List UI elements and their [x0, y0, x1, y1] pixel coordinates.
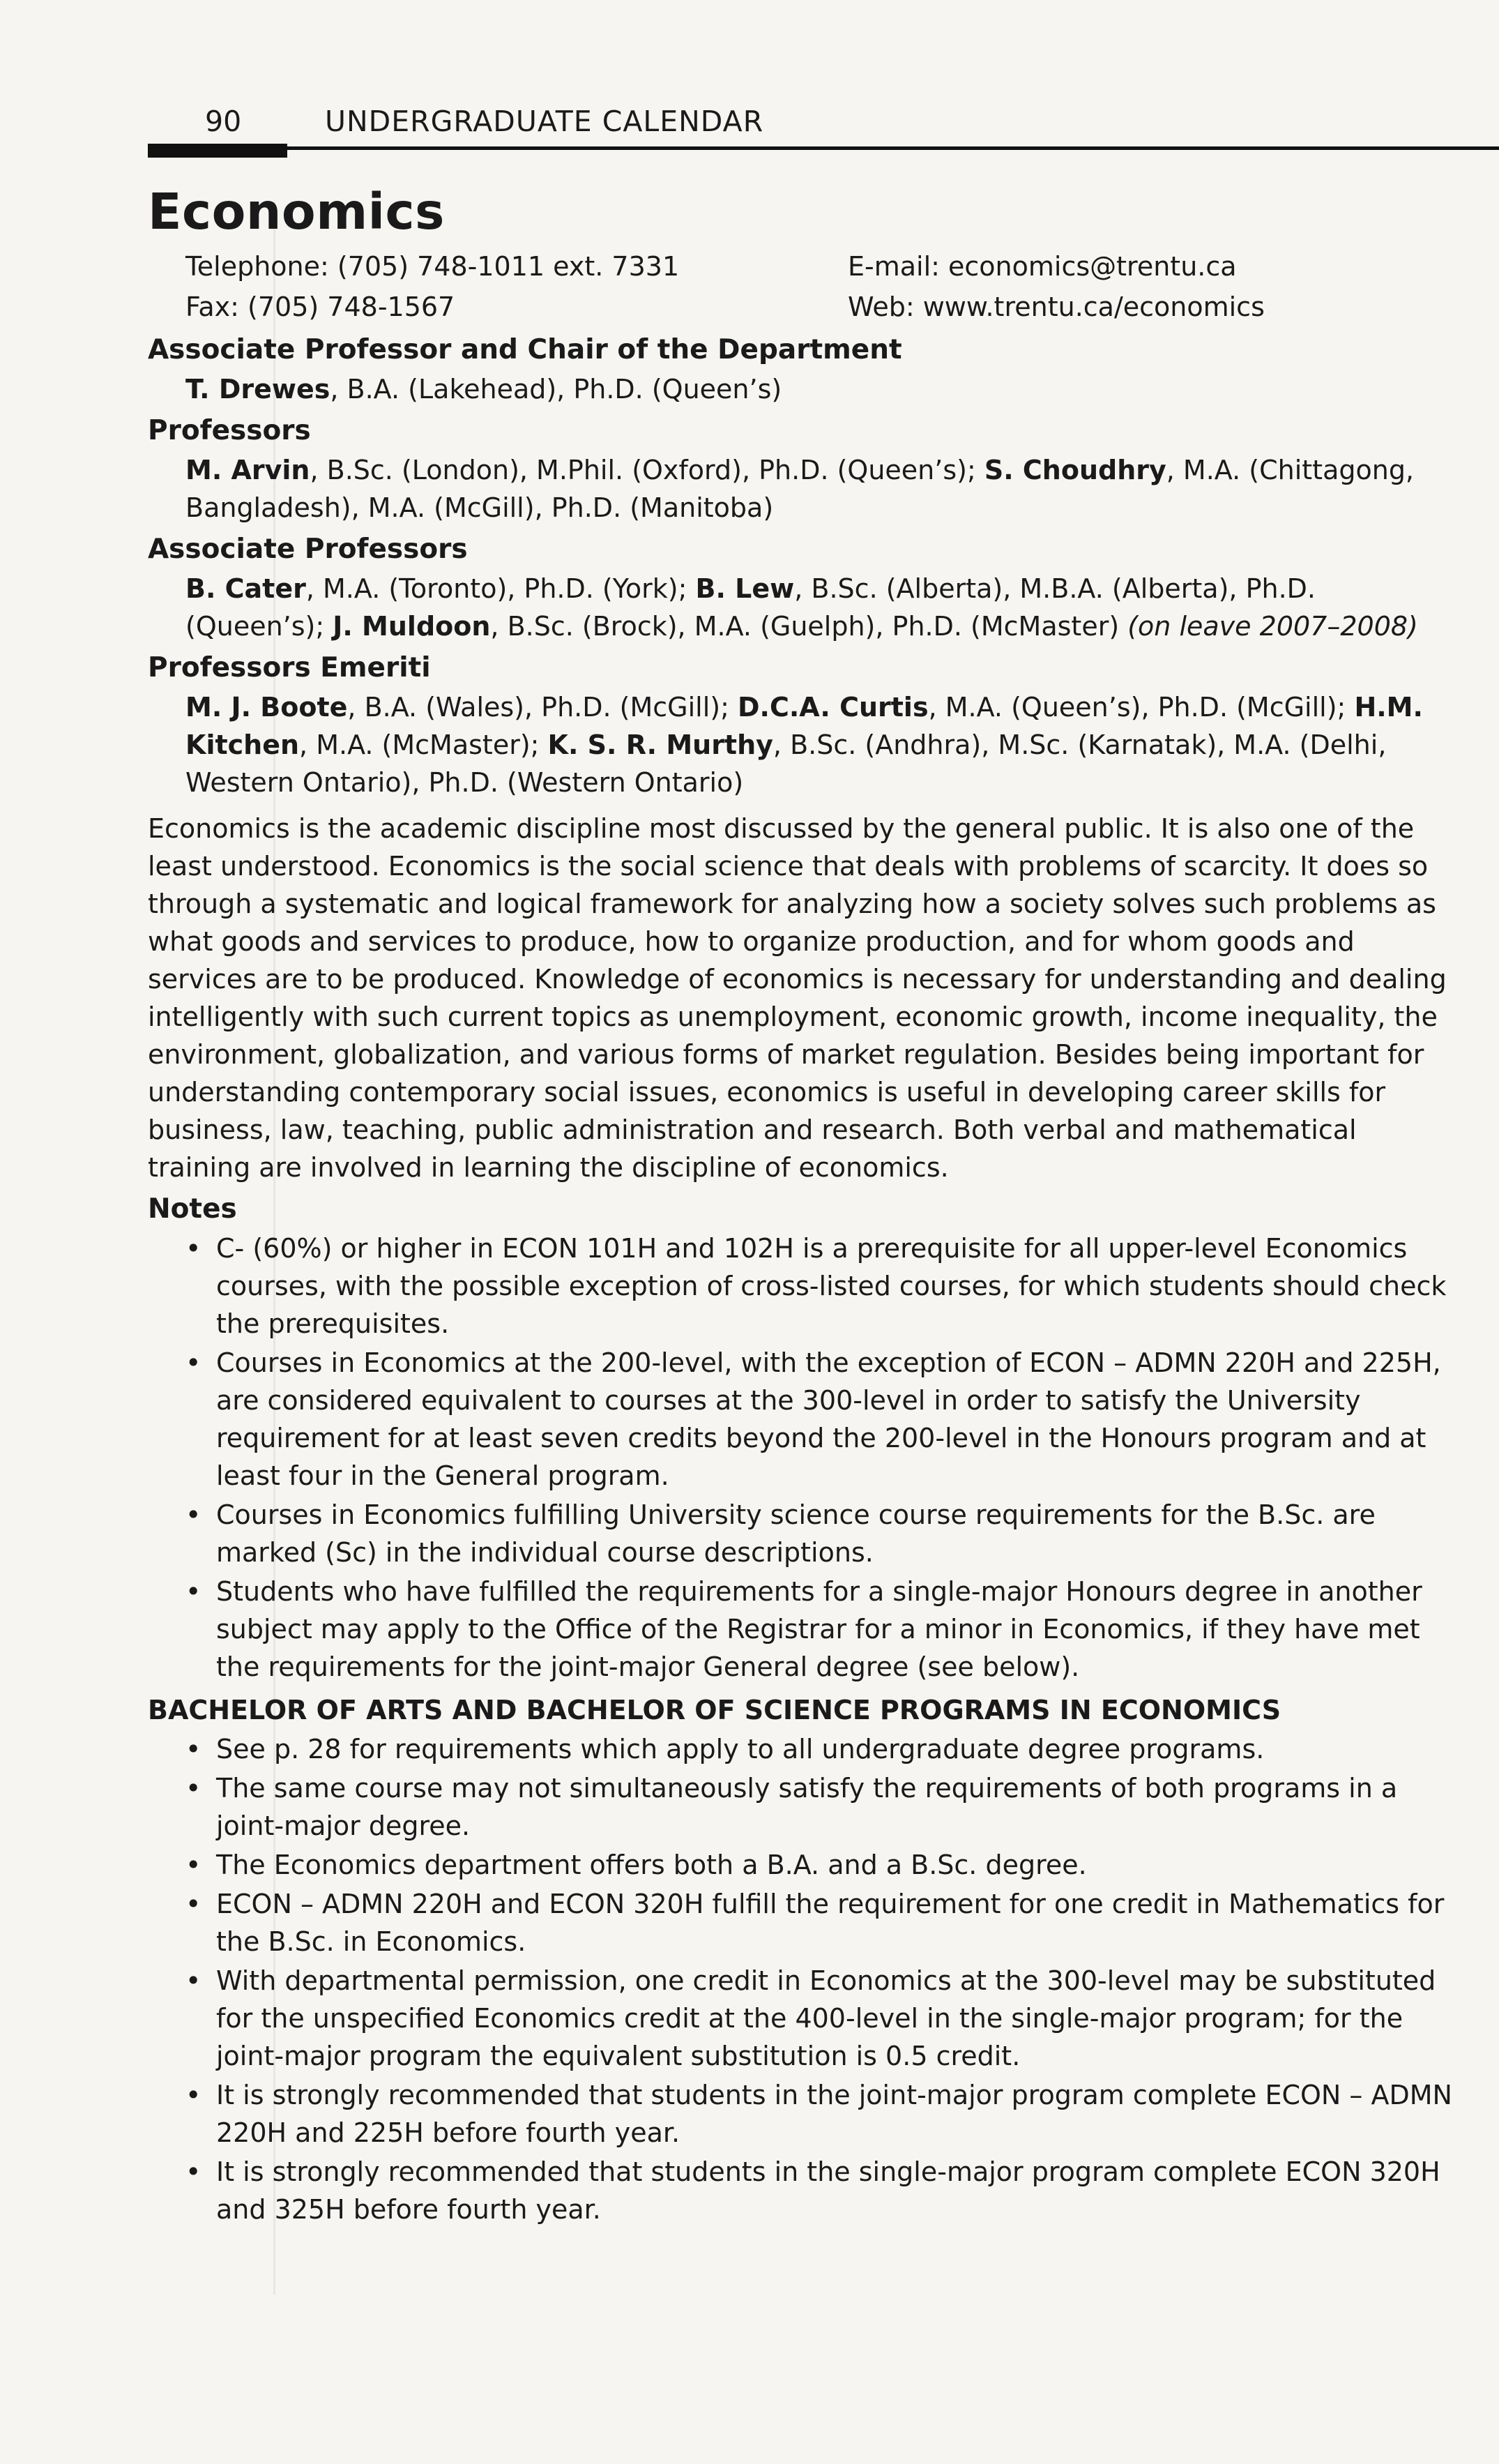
- list-item: • Students who have fulfilled the requirements for a single-major Honours degree in another subject may apply to the Office of the Registrar for a minor in Economics, if they have met the requirements for the joint-major General degree (see below).: [148, 1573, 1459, 1686]
- faculty-degrees: , B.Sc. (Alberta), M.B.A. (Alberta), Ph.D. (Queen’s);: [185, 573, 1316, 642]
- faculty-degrees: , M.A. (Chittagong, Bangladesh), M.A. (McGill), Ph.D. (Manitoba): [185, 455, 1415, 523]
- header-rule-thick: [148, 144, 287, 158]
- faculty-name: S. Choudhry: [984, 455, 1166, 485]
- professors-entry: [185, 451, 1459, 527]
- telephone: Telephone: (705) 748-1011 ext. 7331: [185, 251, 680, 282]
- emeriti-heading: Professors Emeriti: [148, 652, 431, 683]
- faculty-degrees: , B.Sc. (Brock), M.A. (Guelph), Ph.D. (McMaster): [490, 611, 1128, 642]
- associate-professors-heading: Associate Professors: [148, 534, 468, 565]
- faculty-name: B. Lew: [695, 573, 795, 604]
- chair-heading: Associate Professor and Chair of the Department: [148, 334, 902, 365]
- intro-paragraph: Economics is the academic discipline most discussed by the general public. It is also one of the least understood. Economics is the social science that deals with problems of scarcity. It does so through a systematic and logical framework for analyzing how a society solves such problems as what goods and services to produce, how to organize production, and for whom goods and services are to be produced. Knowledge of economics is necessary for understanding and dealing intelligently with such current topics as unemployment, economic growth, income inequality, the environment, globalization, and various forms of market regulation. Besides being important for understanding contemporary social issues, economics is useful in developing career skills for business, law, teaching, public administration and research. Both verbal and mathematical training are involved in learning the discipline of economics.: [148, 813, 1447, 1183]
- list-item: • C- (60%) or higher in ECON 101H and 102H is a prerequisite for all upper-level Economics courses, with the possible exception of cross-listed courses, for which students should check the prerequisites.: [148, 1230, 1459, 1343]
- department-title: Economics: [148, 183, 445, 241]
- list-item: • Courses in Economics at the 200-level, with the exception of ECON – ADMN 220H and 225H, are considered equivalent to courses at the 300-level in order to satisfy the University requirement for at least seven credits beyond the 200-level in the Honours program and at least four in the General program.: [148, 1344, 1459, 1495]
- list-item: • The same course may not simultaneously satisfy the requirements of both programs in a joint-major degree.: [148, 1769, 1459, 1845]
- faculty-degrees: , B.Sc. (Andhra), M.Sc. (Karnatak), M.A. (Delhi, Western Ontario), Ph.D. (Western Ontario): [185, 730, 1387, 798]
- website: Web: www.trentu.ca/economics: [848, 292, 1265, 322]
- emeriti-entry: [185, 688, 1459, 801]
- header-rule-thin: [287, 146, 1499, 150]
- faculty-degrees: , M.A. (Toronto), Ph.D. (York);: [305, 573, 696, 604]
- faculty-degrees: , B.A. (Lakehead), Ph.D. (Queen’s): [330, 374, 782, 405]
- faculty-degrees: , M.A. (McMaster);: [299, 730, 548, 760]
- faculty-name: T. Drewes: [185, 374, 330, 405]
- list-item: • See p. 28 for requirements which apply to all undergraduate degree programs.: [148, 1730, 1459, 1768]
- faculty-name: M. Arvin: [185, 455, 310, 485]
- programs-list: [148, 1730, 1459, 2228]
- list-item: • It is strongly recommended that students in the single-major program complete ECON 320H and 325H before fourth year.: [148, 2153, 1459, 2228]
- faculty-name: D.C.A. Curtis: [738, 692, 929, 723]
- faculty-degrees: , B.A. (Wales), Ph.D. (McGill);: [347, 692, 738, 723]
- faculty-name: H.M. Kitchen: [185, 692, 1423, 760]
- faculty-degrees: , M.A. (Queen’s), Ph.D. (McGill);: [928, 692, 1355, 723]
- page-number: 90: [205, 105, 242, 138]
- list-item: • It is strongly recommended that students in the joint-major program complete ECON – ADMN 220H and 225H before fourth year.: [148, 2076, 1459, 2152]
- chair-entry: [185, 370, 1459, 408]
- email: E-mail: economics@trentu.ca: [848, 251, 1237, 282]
- faculty-name: M. J. Boote: [185, 692, 348, 723]
- list-item: • With departmental permission, one credit in Economics at the 300-level may be substituted for the unspecified Economics credit at the 400-level in the single-major program; for the joint-major program the equivalent substitution is 0.5 credit.: [148, 1962, 1459, 2075]
- fax: Fax: (705) 748-1567: [185, 292, 455, 322]
- faculty-name: B. Cater: [185, 573, 306, 604]
- faculty-name: K. S. R. Murthy: [547, 730, 773, 760]
- running-title: UNDERGRADUATE CALENDAR: [325, 105, 764, 138]
- programs-heading: BACHELOR OF ARTS AND BACHELOR OF SCIENCE PROGRAMS IN ECONOMICS: [148, 1695, 1281, 1725]
- list-item: • ECON – ADMN 220H and ECON 320H fulfill the requirement for one credit in Mathematics for the B.Sc. in Economics.: [148, 1885, 1459, 1960]
- associate-professors-entry: [185, 570, 1459, 645]
- professors-heading: Professors: [148, 415, 311, 446]
- leave-note: (on leave 2007–2008): [1127, 611, 1418, 642]
- page-content: [148, 98, 1459, 2230]
- list-item: • Courses in Economics fulfilling University science course requirements for the B.Sc. are marked (Sc) in the individual course descriptions.: [148, 1496, 1459, 1571]
- notes-list: [148, 1230, 1459, 1686]
- faculty-degrees: , B.Sc. (London), M.Phil. (Oxford), Ph.D. (Queen’s);: [310, 455, 984, 485]
- faculty-name: J. Muldoon: [333, 611, 491, 642]
- list-item: • The Economics department offers both a B.A. and a B.Sc. degree.: [148, 1846, 1459, 1884]
- notes-heading: Notes: [148, 1193, 237, 1225]
- contact-block: [185, 246, 1459, 327]
- running-header: [148, 98, 1459, 153]
